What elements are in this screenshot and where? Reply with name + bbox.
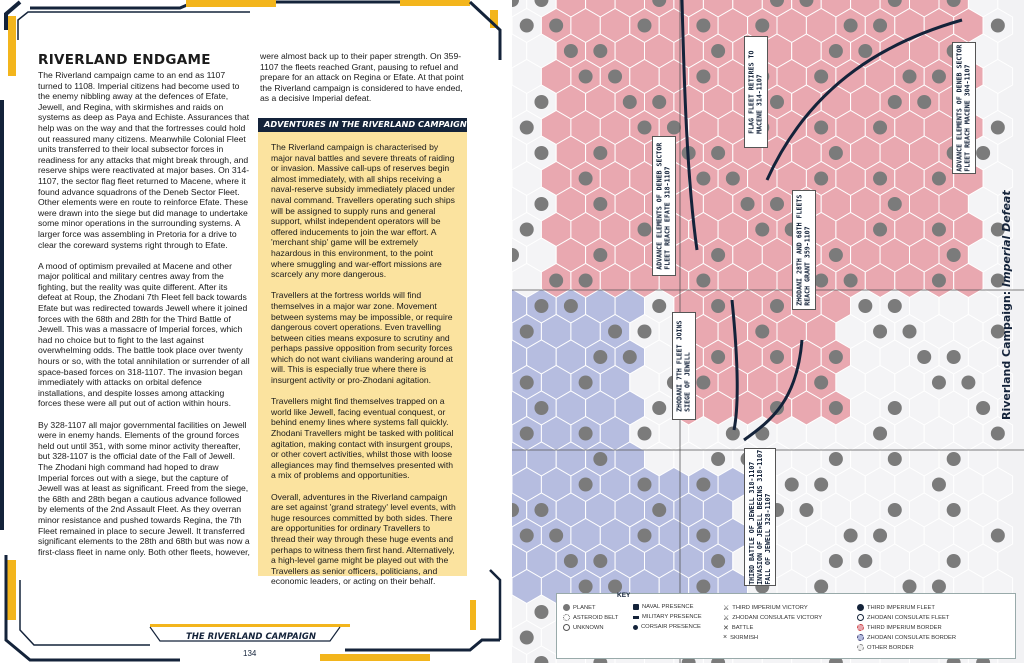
planet-marker (888, 95, 902, 109)
callout-flag-fleet: FLAG FLEET RETIRES TO MACENE 314-1107 (744, 36, 768, 148)
planet-marker (711, 44, 725, 58)
planet-marker (652, 503, 666, 517)
planet-marker (623, 350, 637, 364)
planet-marker (579, 172, 593, 186)
planet-marker (534, 605, 548, 619)
planet-marker (991, 19, 1005, 33)
planet-marker (667, 121, 681, 135)
legend-other-border: OTHER BORDER (857, 644, 914, 651)
zhodani-fleet-icon (857, 614, 864, 621)
planet-marker (652, 95, 666, 109)
planet-marker (623, 95, 637, 109)
planet-marker (814, 172, 828, 186)
planet-marker (638, 325, 652, 339)
planet-marker (711, 350, 725, 364)
planet-marker (829, 554, 843, 568)
sidebar-heading: ADVENTURES IN THE RIVERLAND CAMPAIGN (264, 119, 467, 129)
planet-marker (534, 401, 548, 415)
planet-marker (947, 503, 961, 517)
planet-marker (932, 580, 946, 594)
planet-marker (696, 376, 710, 390)
planet-marker (696, 529, 710, 543)
planet-marker (520, 19, 534, 33)
planet-marker (829, 248, 843, 262)
planet-marker (814, 70, 828, 84)
planet-marker (696, 274, 710, 288)
planet-marker (726, 172, 740, 186)
planet-marker (814, 376, 828, 390)
planet-marker (579, 274, 593, 288)
body-column-2 (260, 51, 470, 115)
planet-marker (917, 95, 931, 109)
sidebar-paragraph: The Riverland campaign is characterised by major naval battles and severe threats of raiding or invasion. Massive call-ups of reserves begin almost immediately, with all ships receiving a naval-reserve subsidy immediately placed under naval command. Travellers operating such ships will be assigned to supply runs and general support, whilst independent operators will be offered inducements to join the war effort. A 'merchant ship' game will be extremely hazardous in this environment, to the point where smuggling and war-effort missions are scarcely any more dangerous. (271, 142, 455, 280)
legend-corsair: CORSAIR PRESENCE (633, 624, 701, 630)
planet-marker (549, 274, 563, 288)
paragraph: By 328-1107 all major governmental facilities on Jewell were in enemy hands. Elements of the ground forces held out until 351, with some minor activity thereafter, but 328-1107 is the official date of the Fall of Jewell. The Zhodani high command had hoped to draw Imperial forces out with a siege, but the capture of Jewell was at least as significant. Freed from the siege, the 68th and 28th began a cautious advance followed by elements of the 2nd Assault Fleet. As they overran minor resistance and pushed towards Regina, the 7th Fleet remained in place to secure Jewell. It transferred significant elements to the 28th and 68th but was now a first-class fleet in name only. Both other fleets, however, (38, 419, 250, 557)
planet-marker (593, 248, 607, 262)
planet-marker (858, 554, 872, 568)
legend-zhodani-victory: ⚔ ZHODANI CONSULATE VICTORY (723, 615, 823, 622)
planet-marker (932, 274, 946, 288)
legend-military: MILITARY PRESENCE (633, 614, 702, 620)
planet-marker (638, 427, 652, 441)
planet-marker (520, 427, 534, 441)
callout-deneb-macene: ADVANCE ELEMENTS OF DENEB SECTOR FLEET REACH MACENE 304-1107 (952, 42, 976, 174)
planet-marker (711, 452, 725, 466)
planet-marker (961, 376, 975, 390)
planet-marker (947, 452, 961, 466)
planet-marker (770, 350, 784, 364)
military-icon (633, 616, 639, 619)
planet-marker (608, 70, 622, 84)
planet-marker (520, 529, 534, 543)
sidebar-header (258, 118, 467, 132)
planet-marker (579, 427, 593, 441)
planet-marker (711, 146, 725, 160)
legend-skirmish: × SKIRMISH (723, 634, 759, 641)
planet-marker (947, 248, 961, 262)
planet-marker (888, 299, 902, 313)
planet-marker (829, 452, 843, 466)
paragraph: were almost back up to their paper strength. On 359-1107 the fleets reached Grant, pausing to refuel and prepare for an attack on Regina or Efate. At that point the Riverland campaign is considered to have ended, as a decisive Imperial defeat. (260, 51, 464, 104)
planet-marker (711, 299, 725, 313)
planet-marker (844, 274, 858, 288)
planet-marker (593, 44, 607, 58)
planet-marker (814, 274, 828, 288)
planet-marker (844, 529, 858, 543)
planet-marker (917, 350, 931, 364)
map-legend (556, 593, 1016, 659)
planet-marker (873, 427, 887, 441)
planet-marker (564, 299, 578, 313)
planet-marker (520, 121, 534, 135)
legend-planet: PLANET (563, 604, 596, 611)
naval-icon (633, 604, 639, 610)
legend-imperial-fleet: THIRD IMPERIUM FLEET (857, 604, 935, 611)
planet-marker (903, 70, 917, 84)
planet-marker (638, 529, 652, 543)
paragraph: A mood of optimism prevailed at Macene and other major political and military centres away from the fighting, but the reality was quite different. After its defeat at Roup, the Zhodani 7th Fleet fell back towards Efate but was redirected towards Jewell where it joined forces with the 68th and 28th for the Third Battle of Jewell. This was a massacre of Imperial forces, which had no choice but to fight to the last against overwhelming odds. The battle took place over twenty hours or so, with the total annihilation or surrender of all space-based forces on 318-1107. The invasion began immediately with attacks on orbital defence installations, and despite losses among attacking forces these were all put out of action within hours. (38, 260, 250, 409)
zhodani-border-icon (857, 634, 864, 641)
corsair-icon (633, 625, 638, 630)
other-border-icon (857, 644, 864, 651)
planet-marker (991, 121, 1005, 135)
planet-marker (579, 376, 593, 390)
right-page-map (512, 0, 1024, 663)
planet-marker (534, 146, 548, 160)
planet-marker (520, 325, 534, 339)
sidebar-body (271, 142, 456, 598)
planet-marker (932, 376, 946, 390)
planet-icon (563, 604, 570, 611)
planet-marker (903, 325, 917, 339)
planet-marker (873, 529, 887, 543)
legend-battle: ✕ BATTLE (723, 625, 754, 632)
planet-marker (534, 299, 548, 313)
planet-marker (770, 197, 784, 211)
planet-marker (873, 19, 887, 33)
legend-zhodani-border: ZHODANI CONSULATE BORDER (857, 634, 956, 641)
planet-marker (888, 503, 902, 517)
planet-marker (829, 44, 843, 58)
planet-marker (755, 223, 769, 237)
planet-marker (593, 197, 607, 211)
legend-imperial-victory: ⚔ THIRD IMPERIUM VICTORY (723, 605, 808, 612)
battle-icon: ✕ (723, 625, 729, 632)
imperial-border-icon (857, 624, 864, 631)
planet-marker (991, 529, 1005, 543)
page-number: 134 (243, 649, 257, 658)
planet-marker (608, 325, 622, 339)
callout-deneb-efate: ADVANCE ELEMENTS OF DENEB SECTOR FLEET REACH EFATE 318-1107 (652, 136, 676, 276)
planet-marker (873, 172, 887, 186)
planet-marker (947, 554, 961, 568)
planet-marker (564, 44, 578, 58)
sidebar-paragraph: Overall, adventures in the Riverland campaign are set against 'grand strategy' level events, with huge resources committed by both sides. There are opportunities for ordinary Travellers to thread their way through these huge events and perhaps to witness them first hand. Alternatively, a high-level game might be played out with the Travellers as senior officers, politicians, and economic leaders, or acting on their behalf. (271, 491, 456, 587)
planet-marker (932, 223, 946, 237)
planet-marker (932, 478, 946, 492)
planet-marker (652, 299, 666, 313)
planet-marker (593, 554, 607, 568)
planet-marker (564, 554, 578, 568)
legend-zhodani-fleet: ZHODANI CONSULATE FLEET (857, 614, 949, 621)
planet-marker (579, 478, 593, 492)
planet-marker (873, 223, 887, 237)
planet-marker (770, 299, 784, 313)
planet-marker (799, 503, 813, 517)
planet-marker (814, 478, 828, 492)
map-title: Riverland Campaign: Imperial Defeat (1000, 190, 1013, 420)
planet-marker (652, 401, 666, 415)
footer-title: THE RIVERLAND CAMPAIGN (186, 632, 316, 642)
planet-marker (696, 580, 710, 594)
asteroid-icon (563, 614, 570, 621)
planet-marker (829, 350, 843, 364)
planet-marker (755, 19, 769, 33)
planet-marker (593, 350, 607, 364)
planet-marker (534, 95, 548, 109)
planet-marker (947, 350, 961, 364)
planet-marker (932, 172, 946, 186)
planet-marker (888, 401, 902, 415)
planet-marker (858, 44, 872, 58)
planet-marker (932, 70, 946, 84)
planet-marker (520, 376, 534, 390)
legend-unknown: UNKNOWN (563, 624, 604, 631)
paragraph: The Riverland campaign came to an end as 1107 turned to 1108. Imperial citizens had become used to the enemy nibbling away at the defences of Efate, Jewell, and Regina, with skirmishes and raids on systems as deep as Paya and Echiste. Assurances that help was on the way and that the fortresses could hold out reassured many citizens. Meanwhile Colonial Fleet units transferred to their local subsector forces in readiness for any attacks that might break through, and reserve ships were reactivated at major bases. On 314-1107, the sector flag fleet returned to Macene, where it found advance squadrons of the Deneb Sector Fleet. Other elements were en route to reinforce Efate. These were drawn into the siege but did manage to undertake some minor operations in the surrounding systems. A larger force was assembling in Pretoria for a drive to clear the coreward systems right through to Efate. (38, 70, 250, 250)
sidebar-paragraph: Travellers might find themselves trapped on a world like Jewell, facing eventual conquest, or behind enemy lines where systems fall quickly. Zhodani Travellers might be tasked with political agitation, making contact with insurgent groups, or other covert activities, whilst those with loose allegiances may find themselves presented with a mix of problems and opportunities. (271, 396, 454, 481)
callout-grant: ZHODANI 28TH AND 68TH FLEETS REACH GRANT 359-1107 (792, 190, 816, 310)
legend-asteroid: ASTEROID BELT (563, 614, 618, 621)
planet-marker (696, 19, 710, 33)
planet-marker (976, 401, 990, 415)
planet-marker (579, 70, 593, 84)
planet-marker (593, 146, 607, 160)
planet-marker (829, 146, 843, 160)
planet-marker (534, 503, 548, 517)
callout-jewell: THIRD BATTLE OF JEWELL 318-1107 INVASION OF JEWELL BEGINS 318-1107 FALL OF JEWELL 328-1107 (744, 448, 776, 586)
planet-marker (844, 19, 858, 33)
planet-marker (873, 325, 887, 339)
unknown-icon (563, 624, 570, 631)
callout-7th-fleet: ZHODANI 7TH FLEET JOINS SIEGE OF JEWELL (672, 312, 696, 420)
page-title: RIVERLAND ENDGAME (38, 52, 211, 68)
planet-marker (579, 580, 593, 594)
planet-marker (520, 223, 534, 237)
planet-marker (888, 452, 902, 466)
crossed-swords-icon: ⚔ (723, 615, 730, 622)
legend-imperial-border: THIRD IMPERIUM BORDER (857, 624, 942, 631)
planet-marker (755, 325, 769, 339)
adventures-sidebar (258, 118, 467, 587)
planet-marker (903, 580, 917, 594)
planet-marker (711, 554, 725, 568)
planet-marker (638, 223, 652, 237)
planet-marker (520, 631, 534, 645)
planet-marker (785, 478, 799, 492)
planet-marker (814, 580, 828, 594)
planet-marker (829, 401, 843, 415)
skirmish-icon: × (723, 634, 728, 641)
legend-naval: NAVAL PRESENCE (633, 604, 693, 610)
planet-marker (873, 121, 887, 135)
planet-marker (638, 478, 652, 492)
planet-marker (696, 478, 710, 492)
planet-marker (858, 299, 872, 313)
planet-marker (741, 197, 755, 211)
planet-marker (976, 146, 990, 160)
planet-marker (534, 197, 548, 211)
planet-marker (696, 70, 710, 84)
planet-marker (593, 452, 607, 466)
planet-marker (549, 529, 563, 543)
planet-marker (638, 121, 652, 135)
imperial-fleet-icon (857, 604, 864, 611)
planet-marker (770, 95, 784, 109)
legend-heading: KEY (617, 592, 631, 599)
planet-marker (991, 427, 1005, 441)
sidebar-paragraph: Travellers at the fortress worlds will find themselves in a major war zone. Movement between systems may be impossible, or require dangerous covert operations. Even travelling between cities means exposure to scrutiny and perhaps passive opposition from security forces which do not want civilians wandering around at will. This is especially true where there is insurgent activity or pro-Zhodani agitation. (271, 290, 454, 386)
body-column-1 (38, 70, 250, 568)
planet-marker (638, 19, 652, 33)
planet-marker (696, 172, 710, 186)
crossed-swords-icon: ⚔ (723, 605, 730, 612)
planet-marker (711, 248, 725, 262)
planet-marker (888, 197, 902, 211)
planet-marker (549, 19, 563, 33)
planet-marker (814, 121, 828, 135)
